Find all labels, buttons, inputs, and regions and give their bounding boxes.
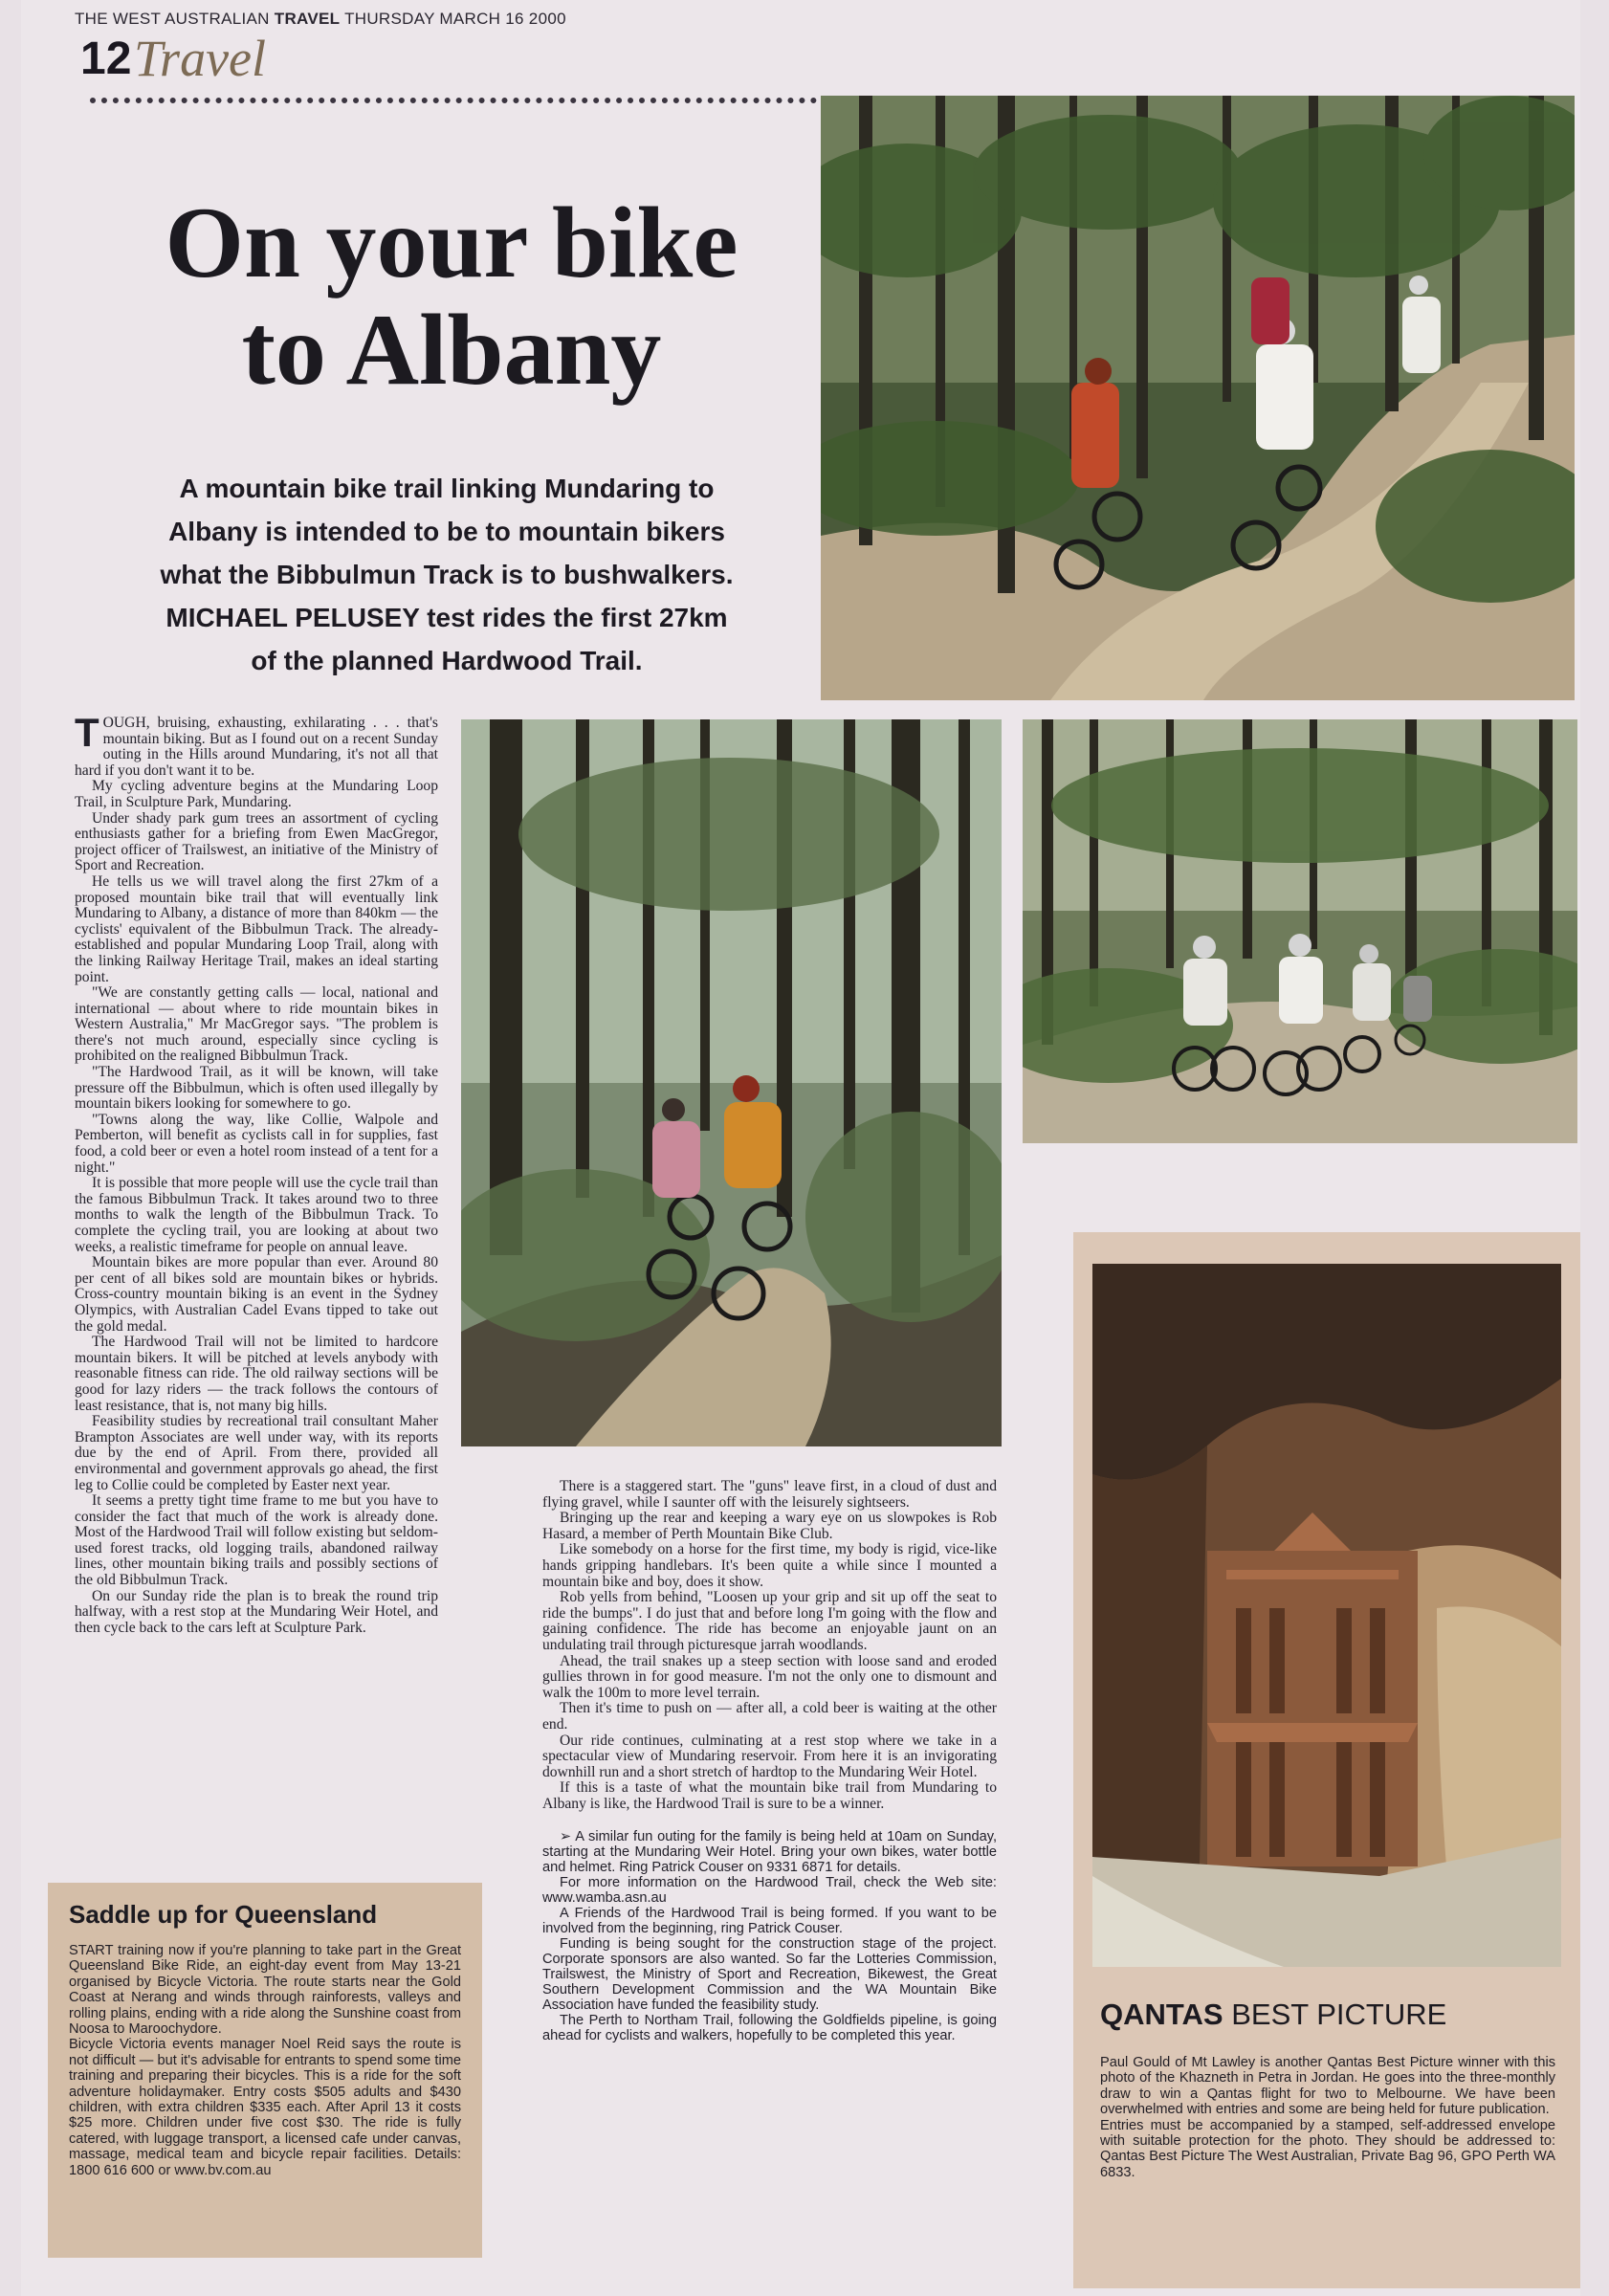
- paragraph: Feasibility studies by recreational trail consultant Maher Brampton Associates are well under way, with its reports due by the end of April. From there, provided all environmental and government approvals go ahead, the first leg to Collie could be completed by Easter next year.: [75, 1413, 438, 1493]
- paragraph: There is a staggered start. The "guns" leave first, in a cloud of dust and flying gravel, while I saunter off with the leisurely sightseers.: [542, 1478, 997, 1511]
- best-picture-label: BEST PICTURE: [1231, 1998, 1447, 2031]
- paragraph: It seems a pretty tight time frame to me but you have to consider the fact that much of the work is already done. Most of the Hardwood Trail will follow existing but seldom-used forest tracks, old logging trails, abandoned railway lines, other mountain biking trails and possibly sections of the old Bibbulmun Track.: [75, 1492, 438, 1589]
- photo-forest-trail-riders: [821, 96, 1575, 700]
- paragraph: START training now if you're planning to take part in the Great Queensland Bike Ride, an eight-day event from May 13-21 organised by Bicycle Victoria. The route starts near the Gold Coast at Nerang and winds through rainforests, valleys and rolling plains, ending with a ride along the Sunshine coast from Noosa to Maroochydore.: [69, 1943, 461, 2038]
- info-note: For more information on the Hardwood Trail, check the Web site: www.wamba.asn.au: [542, 1875, 997, 1907]
- paragraph: Our ride continues, culminating at a rest stop where we take in a spectacular view of Mundaring reservoir. From here it is an invigorating downhill run and a short stretch of hardtop to the Mundaring Weir Hotel.: [542, 1732, 997, 1780]
- paragraph: Bringing up the rear and keeping a wary eye on us slowpokes is Rob Hasard, a member of Perth Mountain Bike Club.: [542, 1510, 997, 1542]
- standfirst-line: A mountain bike trail linking Mundaring to: [179, 474, 715, 503]
- sidebar-title: Saddle up for Queensland: [69, 1900, 378, 1929]
- standfirst-line: MICHAEL PELUSEY test rides the first 27km: [165, 603, 728, 632]
- qantas-title: [1100, 1998, 1446, 2032]
- info-note: ➢ A similar fun outing for the family is being held at 10am on Sunday, starting at the Mundaring Weir Hotel. Bring your own bikes, water bottle and helmet. Ring Patrick Couser on 9331 6871 for details.: [542, 1829, 997, 1876]
- paragraph: Paul Gould of Mt Lawley is another Qantas Best Picture winner with this photo of the Khazneth in Petra in Jordan. He goes into the three-monthly draw to win a Qantas flight for two to Melbourne. We have been overwhelmed with entries and some are being held for future publication.: [1100, 2055, 1555, 2118]
- standfirst-line: Albany is intended to be to mountain bikers: [168, 517, 725, 546]
- info-notes: [542, 1829, 997, 2043]
- standfirst-line: of the planned Hardwood Trail.: [251, 646, 643, 675]
- standfirst: [69, 467, 825, 682]
- info-note: Funding is being sought for the construction stage of the project. Corporate sponsors are also wanted. So far the Lotteries Commission, Trailswest, the Ministry of Sport and Recreation, Bikewest, the Great Southern Development Commission and the WA Mountain Bike Association have funded the feasibility study.: [542, 1936, 997, 2014]
- headline-line: to Albany: [241, 294, 662, 406]
- paragraph: OUGH, bruising, exhausting, exhilarating . . . that's mountain biking. But as I found out on a recent Sunday outing in the Hills around Mundaring, it's not all that hard if you don't want it to be.: [75, 715, 438, 779]
- dotted-divider: [90, 98, 817, 105]
- headline: [98, 189, 805, 404]
- photo-petra-khazneh: [1092, 1264, 1561, 1967]
- paragraph: If this is a taste of what the mountain bike trail from Mundaring to Albany is like, the Hardwood Trail is sure to be a winner.: [542, 1779, 997, 1812]
- photo-group-riders: [1023, 719, 1577, 1143]
- headline-line: On your bike: [165, 187, 738, 298]
- paragraph: He tells us we will travel along the first 27km of a proposed mountain bike trail that will eventually link Mundaring to Albany, a distance of more than 840km — the cyclists' equivalent of the Bibbulmun Track. The already-established and popular Mundaring Loop Trail, along with the linking Railway Heritage Trail, makes an ideal starting point.: [75, 872, 438, 985]
- paragraph: "Towns along the way, like Collie, Walpole and Pemberton, will benefit as cyclists call in for supplies, fast food, a cold beer or even a hotel room instead of a tent for a night.": [75, 1111, 438, 1176]
- section-word: TRAVEL: [274, 10, 341, 28]
- paragraph: "We are constantly getting calls — local, national and international — about where to ride mountain bikes in Western Australia," Mr MacGregor says. "The problem is there's not much around, especially since cycling is prohibited on the realigned Bibbulmun Track.: [75, 984, 438, 1065]
- standfirst-line: what the Bibbulmun Track is to bushwalkers.: [160, 560, 734, 589]
- paragraph: On our Sunday ride the plan is to break the round trip halfway, with a rest stop at the Mundaring Weir Hotel, and then cycle back to the cars left at Sculpture Park.: [75, 1587, 438, 1636]
- section-title: Travel: [134, 30, 267, 87]
- paragraph: Entries must be accompanied by a stamped, self-addressed envelope with suitable protection for the photo. They should be addressed to: Qantas Best Picture The West Australian, Private Bag 96, GPO Perth WA 6833.: [1100, 2117, 1555, 2180]
- photo-two-riders-forest: [461, 719, 1002, 1446]
- paragraph: Under shady park gum trees an assortment of cycling enthusiasts gather for a briefing from Ewen MacGregor, project officer of Trailswest, an initiative of the Ministry of Sport and Recreation.: [75, 809, 438, 874]
- paragraph: Bicycle Victoria events manager Noel Reid says the route is not difficult — but it's advisable for entrants to spend some time training and preparing their bicycles. This is a ride for the soft adventure holidaymaker. Entry costs $505 adults and $430 children, with extra children $335 each. After April 13 it costs $25 more. Children under five cost $30. The ride is fully catered, with luggage transport, a licensed cafe under canvas, massage, medical team and bicycle repair facilities. Details: 1800 616 600 or www.bv.com.au: [69, 2037, 461, 2178]
- issue-date: THURSDAY MARCH 16 2000: [344, 10, 566, 28]
- paragraph: Like somebody on a horse for the first time, my body is rigid, vice-like hands gripping handlebars. It's been quite a while since I mounted a mountain bike and boy, does it show.: [542, 1541, 997, 1590]
- queensland-sidebar: [48, 1883, 482, 2258]
- masthead: [75, 10, 566, 29]
- paragraph: The Hardwood Trail will not be limited to hardcore mountain bikers. It will be pitched at levels anybody with reasonable fitness can ride. The old railway sections will be good for lazy riders — the track follows the contours of least resistance, that is, not many big hills.: [75, 1334, 438, 1414]
- qantas-brand: QANTAS: [1100, 1998, 1223, 2031]
- paragraph: Ahead, the trail snakes up a steep section with loose sand and eroded gullies thrown in for good measure. I'm not the only one to dismount and walk the 100m to more level terrain.: [542, 1652, 997, 1701]
- publication-name: THE WEST AUSTRALIAN: [75, 10, 270, 28]
- paragraph: Then it's time to push on — after all, a cold beer is waiting at the other end.: [542, 1700, 997, 1733]
- paragraph: "The Hardwood Trail, as it will be known, will take pressure off the Bibbulmun, which is often used illegally by mountain bikers looking for somewhere to go.: [75, 1064, 438, 1113]
- paragraph: It is possible that more people will use the cycle trail than the famous Bibbulmun Track. It takes around two to three months to walk the length of the Bibbulmun Track. To complete the cycling trail, you are looking at about two weeks, a realistic timeframe for people on annual leave.: [75, 1175, 438, 1255]
- article-column-2: [542, 1479, 997, 2043]
- page-number: 12: [80, 33, 132, 84]
- paragraph: Mountain bikes are more popular than ever. Around 80 per cent of all bikes sold are mountain bikes or hybrids. Cross-country mountain biking is an event in the Sydney Olympics, with Australian Cadel Evans tipped to take out the gold medal.: [75, 1254, 438, 1335]
- drop-cap: T: [75, 710, 99, 755]
- paragraph: Rob yells from behind, "Loosen up your grip and sit up off the seat to ride the bumps". I do just that and before long I'm going with the flow and gaining confidence. The ride has become an enjoyable jaunt on an undulating trail through picturesque jarrah woodlands.: [542, 1589, 997, 1653]
- qantas-text: [1100, 2055, 1555, 2180]
- paragraph: My cycling adventure begins at the Mundaring Loop Trail, in Sculpture Park, Mundaring.: [75, 778, 438, 810]
- article-column-1: [75, 710, 438, 1636]
- qantas-best-picture-box: [1073, 1232, 1580, 2288]
- newspaper-page: [21, 0, 1580, 2296]
- info-note: The Perth to Northam Trail, following the Goldfields pipeline, is going ahead for cyclists and walkers, hopefully to be completed this year.: [542, 2013, 997, 2044]
- sidebar-text: [69, 1943, 461, 2178]
- info-note: A Friends of the Hardwood Trail is being formed. If you want to be involved from the beginning, ring Patrick Couser.: [542, 1906, 997, 1937]
